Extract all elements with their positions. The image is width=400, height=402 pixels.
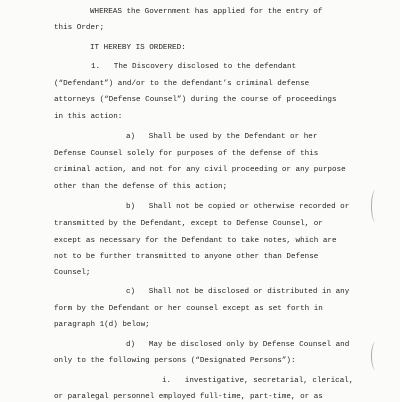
- margin-bracket-mark: [371, 190, 380, 222]
- text-line: b) Shall not be copied or otherwise recorded or: [126, 203, 350, 211]
- text-line: 1. The Discovery disclosed to the defendant: [91, 63, 297, 71]
- text-line: IT HEREBY IS ORDERED:: [90, 44, 186, 52]
- text-line: Counsel;: [54, 269, 91, 277]
- text-line: other than the defense of this action;: [54, 183, 228, 191]
- text-line: i. investigative, secretarial, clerical,: [162, 377, 354, 385]
- text-line: not to be further transmitted to anyone other than Defense: [54, 253, 319, 261]
- text-line: a) Shall be used by the Defendant or her: [126, 133, 318, 141]
- text-line: only to the following persons (“Designated Persons”):: [54, 357, 296, 365]
- text-line: except as necessary for the Defendant to take notes, which are: [54, 237, 337, 245]
- text-line: attorneys (“Defense Counsel”) during the course of proceedings: [54, 96, 337, 104]
- text-line: Defense Counsel solely for purposes of the defense of this: [54, 150, 319, 158]
- text-line: form by the Defendant or her counsel except as set forth in: [54, 305, 323, 313]
- text-line: paragraph 1(d) below;: [54, 321, 150, 329]
- margin-bracket-mark: [371, 342, 380, 370]
- text-line: criminal action, and not for any civil proceeding or any purpose: [54, 166, 346, 174]
- text-line: transmitted by the Defendant, except to Defense Counsel, or: [54, 220, 323, 228]
- text-line: c) Shall not be disclosed or distributed in any: [126, 288, 350, 296]
- text-line: in this action:: [54, 113, 123, 121]
- text-line: d) May be disclosed only by Defense Counsel and: [126, 341, 350, 349]
- text-line: WHEREAS the Government has applied for the entry of: [90, 8, 323, 16]
- text-line: (“Defendant”) and/or to the defendant’s criminal defense: [54, 80, 310, 88]
- text-line: or paralegal personnel employed full-time, part-time, or as: [54, 393, 323, 401]
- text-line: this Order;: [54, 24, 105, 32]
